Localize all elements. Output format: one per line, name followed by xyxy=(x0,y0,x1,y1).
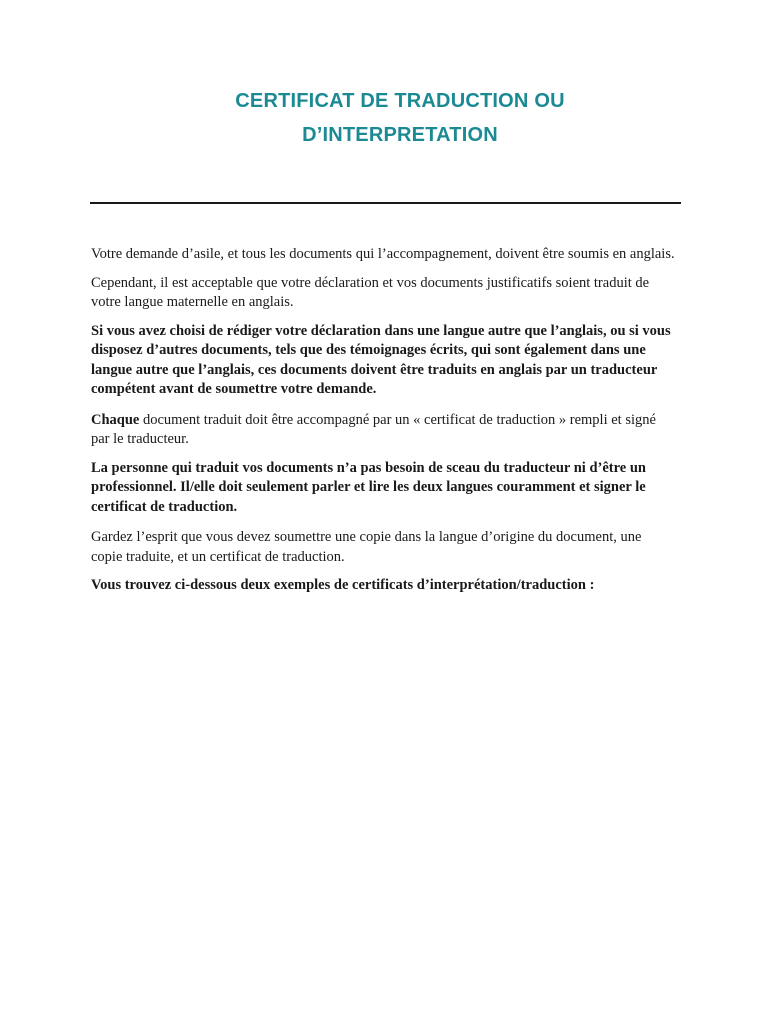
paragraph-submission-copies: Gardez l’esprit que vous devez soumettre une copie dans la langue d’origine du document, une copie traduite, et un certificat de traduction. xyxy=(91,529,642,565)
paragraph-certificate-required xyxy=(91,411,675,450)
document-title-line-1: CERTIFICAT DE TRADUCTION OU xyxy=(235,90,565,112)
paragraph-english-requirement: Votre demande d’asile, et tous les documents qui l’accompagnement, doivent être soumis en anglais. xyxy=(91,246,675,262)
paragraph-translation-acceptable: Cependant, il est acceptable que votre déclaration et vos documents justificatifs soient traduit de votre langue maternelle en anglais. xyxy=(91,274,650,310)
title-divider xyxy=(90,202,681,204)
document-body xyxy=(91,245,675,605)
paragraph-translator-qualifications: La personne qui traduit vos documents n’a pas besoin de sceau du traducteur ni d’être un professionnel. Il/elle doit seulement parler et lire les deux langues couramment et signer le certificat de traduction. xyxy=(91,459,646,515)
document-title-line-2: D’INTERPRETATION xyxy=(302,124,498,146)
paragraph-certificate-text: document traduit doit être accompagné par un « certificat de traduction » rempli et signé par le traducteur. xyxy=(91,411,656,447)
paragraph-translation-required: Si vous avez choisi de rédiger votre déclaration dans une langue autre que l’anglais, ou si vous disposez d’autres documents, tels que des témoignages écrits, qui sont également dans une langue autre que l’anglais, ces documents doivent être traduits en anglais par un traducteur compétent avant de soumettre votre demande. xyxy=(91,322,671,397)
paragraph-examples-intro: Vous trouvez ci-dessous deux exemples de certificats d’interprétation/traduction : xyxy=(91,577,595,593)
emphasis-chaque: Chaque xyxy=(91,411,140,428)
